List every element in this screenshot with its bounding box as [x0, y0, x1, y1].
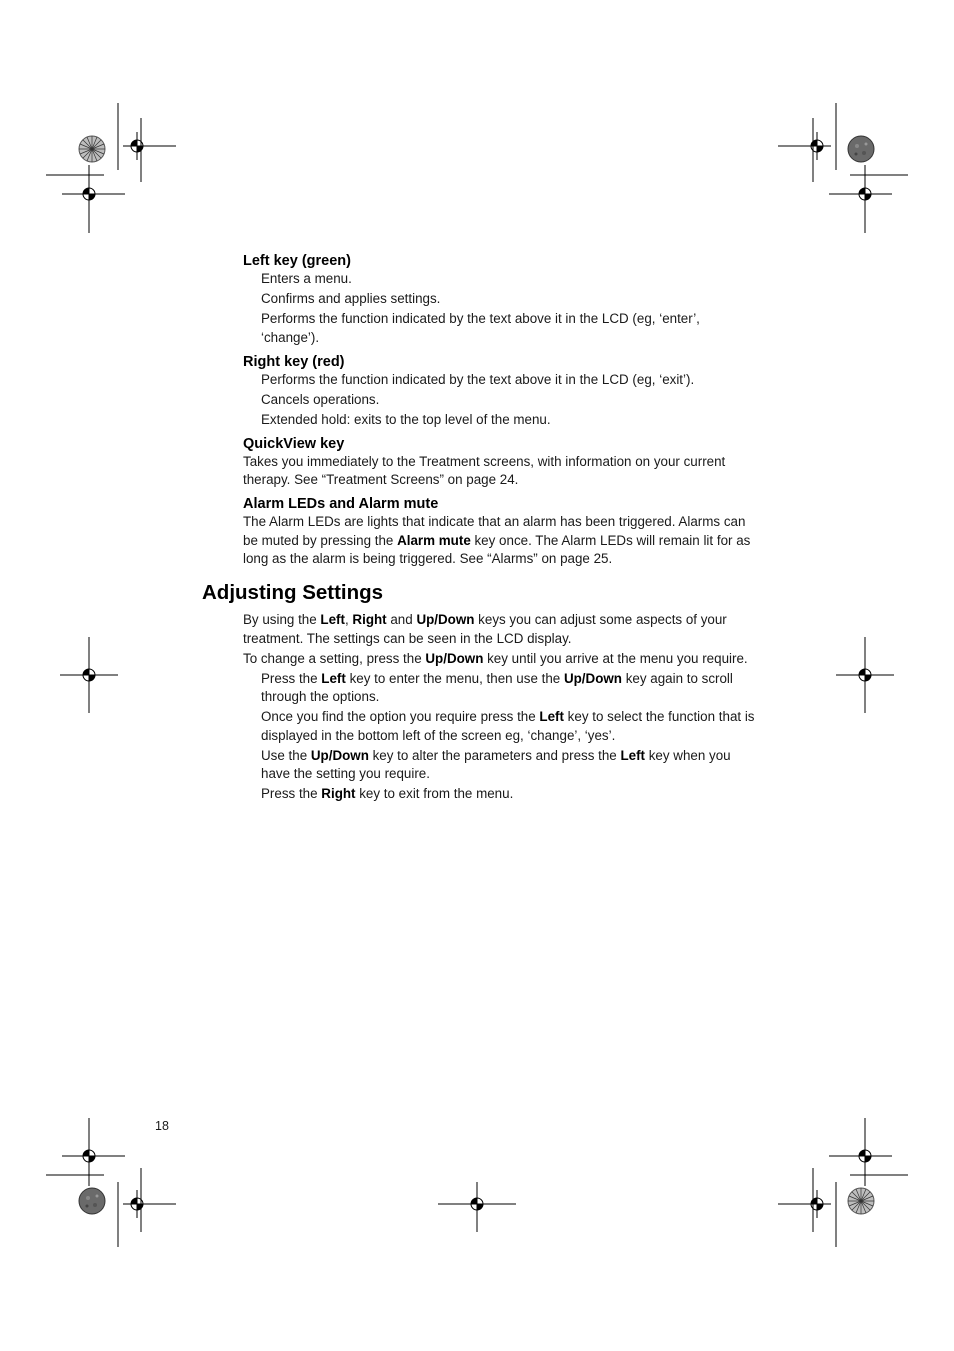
right-key-item: Extended hold: exits to the top level of the menu.: [261, 411, 551, 427]
key-descriptions: [243, 252, 755, 570]
quickview-description: Takes you immediately to the Treatment screens, with information on your current therapy. See “Treatment Screens” on page 24.: [243, 453, 726, 487]
right-key-item: Cancels operations.: [261, 391, 380, 407]
left-key-item: Performs the function indicated by the text above it in the LCD (eg, ‘enter’, ‘change’).: [261, 311, 700, 345]
adjusting-change-setting: To change a setting, press the Up/Down key until you arrive at the menu you require.: [243, 650, 748, 666]
section-title-adjusting-settings: Adjusting Settings: [202, 581, 384, 604]
adjusting-step: Press the Left key to enter the menu, then use the Up/Down key again to scroll through the options.: [261, 670, 733, 704]
alarm-description: The Alarm LEDs are lights that indicate that an alarm has been triggered. Alarms can be muted by pressing the Alarm mute key once. The Alarm LEDs will remain lit for as long as the alarm is being triggered. See “Alarms” on page 25.: [243, 514, 751, 566]
adjusting-settings-body: [243, 611, 755, 805]
left-key-item: Confirms and applies settings.: [261, 291, 441, 306]
adjusting-step: Press the Right key to exit from the menu.: [261, 786, 514, 801]
right-key-item: Performs the function indicated by the text above it in the LCD (eg, ‘exit’).: [261, 371, 695, 387]
heading-right-key: Right key (red): [243, 353, 345, 370]
heading-left-key: Left key (green): [243, 253, 351, 269]
heading-alarm-leds: Alarm LEDs and Alarm mute: [243, 496, 439, 512]
left-key-item: Enters a menu.: [261, 271, 352, 286]
adjusting-step: Once you find the option you require press the Left key to select the function that is displayed in the bottom left of the screen eg, ‘change’, ‘yes’.: [261, 709, 755, 743]
adjusting-intro: By using the Left, Right and Up/Down keys you can adjust some aspects of your treatment. The settings can be seen in the LCD display.: [243, 612, 727, 646]
heading-quickview-key: QuickView key: [243, 435, 345, 452]
page-number: 18: [155, 1119, 169, 1133]
adjusting-step: Use the Up/Down key to alter the parameters and press the Left key when you have the setting you require.: [261, 747, 731, 781]
